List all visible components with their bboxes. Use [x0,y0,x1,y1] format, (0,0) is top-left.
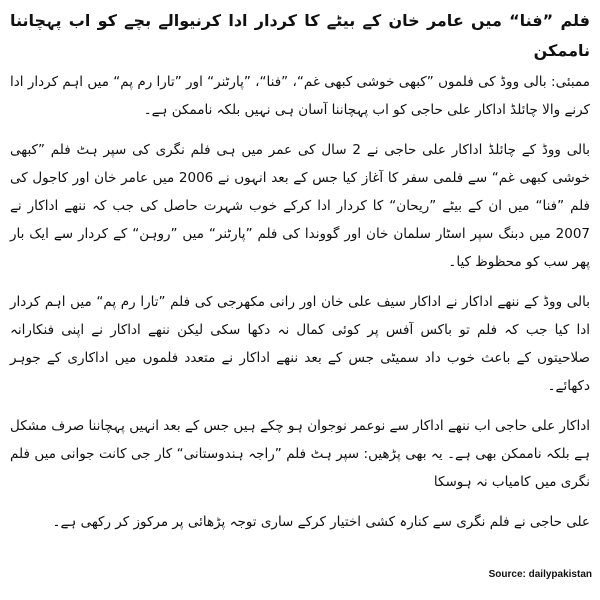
article-paragraph-4: اداکار علی حاجی اب ننھے اداکار سے نوعمر نوجوان ہو چکے ہیں جس کے بعد انہیں پہچاننا صرف مشکل ہے بلکہ ناممکن بھی ہے۔ یہ بھی پڑھیں: سپر ہٹ فلم ”راجہ ہندوستانی“ کار جی کانت جوانی میں فلم نگری میں کامیاب نہ ہوسکا [10,418,590,490]
article-title: فلم ”فنا“ میں عامر خان کے بیٹے کا کردار ادا کرنیوالے بچے کو اب پہچاننا ناممکن [10,11,590,60]
article-paragraph-2: بالی ووڈ کے چائلڈ اداکار علی حاجی نے 2 سال کی عمر میں ہی فلم نگری کی سپر ہٹ فلم ”کبھی خوشی کبھی غم“ سے فلمی سفر کا آغاز کیا جس کے بعد انہوں نے 2006 میں عامر خان اور کاجول کی فلم ”فنا“ میں ان کے بیٹے ”ریحان“ کا کردار ادا کرکے خوب شہرت حاصل کی جب کہ ننھے اداکار نے 2007 میں دبنگ سپر اسٹار سلمان خان اور گووندا کی فلم ”پارٹنر“ میں ”روہن“ کے کردار سے ایک بار پھر سب کو محظوظ کیا۔ [10,142,591,270]
article-paragraph-5: علی حاجی نے فلم نگری سے کنارہ کشی اختیار کرکے ساری توجہ پڑھائی پر مرکوز کر رکھی ہے۔ [52,514,590,530]
article-paragraph-1: ممبئی: بالی ووڈ کی فلموں ”کبھی خوشی کبھی غم“، ”فنا“، ”پارٹنر“ اور ”تارا رم پم“ میں اہم کردار ادا کرنے والا چائلڈ اداکار علی حاجی کو اب پہچاننا آسان ہی نہیں بلکہ ناممکن ہے۔ [10,74,590,118]
article-paragraph-3: بالی ووڈ کے ننھے اداکار نے اداکار سیف علی خان اور رانی مکھرجی کی فلم ”تارا رم پم“ میں اہم کردار ادا کیا جب کہ فلم تو باکس آفس پر کوئی کمال نہ دکھا سکی لیکن ننھے اداکار نے اپنی فنکارانہ صلاحیتوں کے باعث خوب داد سمیٹی جس کے بعد ننھے اداکار نے متعدد فلموں میں اداکاری کے جوہر دکھائے۔ [10,294,590,394]
source-credit: Source: dailypakistan [488,569,592,580]
